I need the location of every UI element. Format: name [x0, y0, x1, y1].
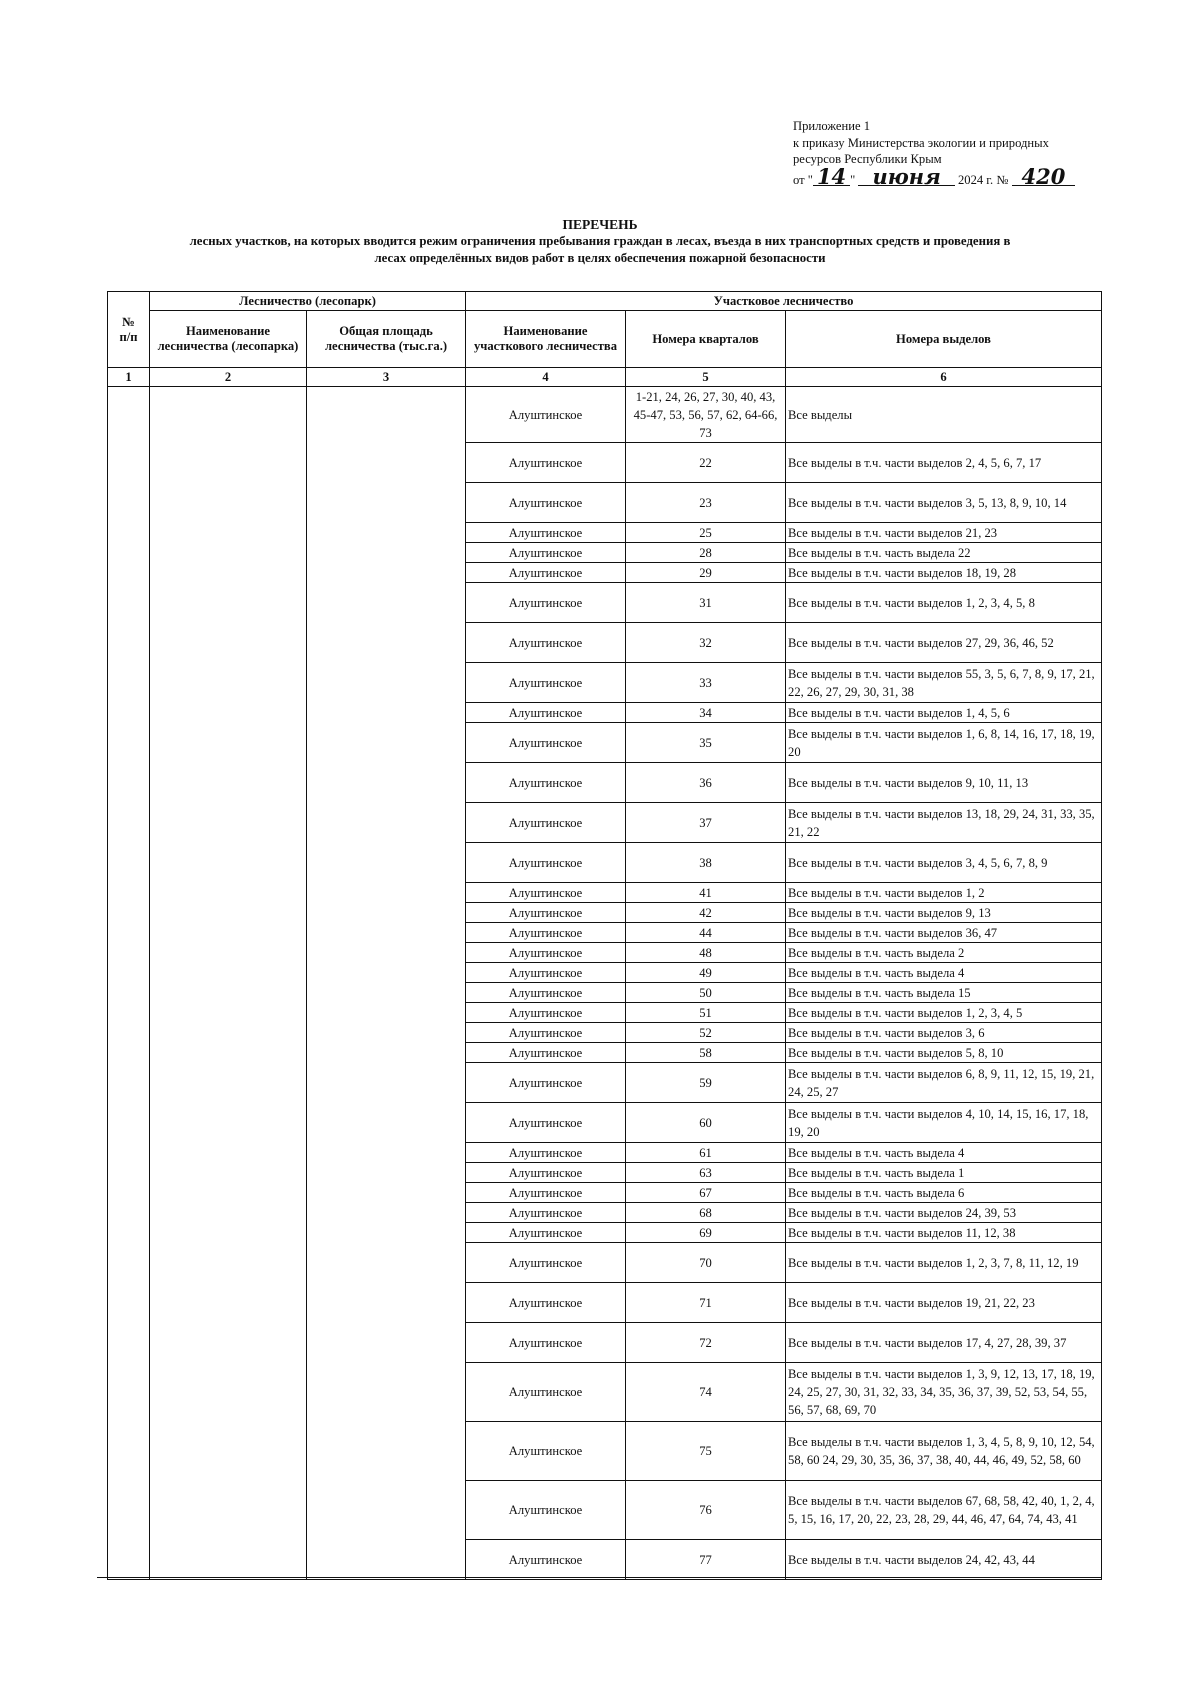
plots-cell: Все выделы в т.ч. части выделов 1, 3, 9, 12, 13, 17, 18, 19, 24, 25, 27, 30, 31, 32, 33, 34, 35, 36, 37, 39, 52, 53, 54, 55, 56, 57, 68, 69, 70	[786, 1363, 1102, 1422]
quarters-cell: 49	[626, 963, 786, 983]
district-cell: Алуштинское	[466, 483, 626, 523]
header-plots: Номера выделов	[786, 311, 1102, 368]
district-cell: Алуштинское	[466, 443, 626, 483]
district-cell: Алуштинское	[466, 903, 626, 923]
district-cell: Алуштинское	[466, 1422, 626, 1481]
forestry-area-cell	[307, 387, 466, 1580]
plots-cell: Все выделы в т.ч. части выделов 1, 2	[786, 883, 1102, 903]
order-number: 420	[1012, 168, 1076, 186]
document-subtitle-1: лесных участков, на которых вводится режим ограничения пребывания граждан в лесах, въезда в них транспортных средств и проведения в	[189, 234, 1011, 248]
quarters-cell: 69	[626, 1223, 786, 1243]
appendix-line-3: ресурсов Республики Крым	[793, 152, 942, 167]
district-cell: Алуштинское	[466, 803, 626, 843]
plots-cell: Все выделы в т.ч. части выделов 9, 10, 11, 13	[786, 763, 1102, 803]
district-cell: Алуштинское	[466, 1103, 626, 1143]
header-forestry-name: Наименование лесничества (лесопарка)	[150, 311, 307, 368]
quarters-cell: 42	[626, 903, 786, 923]
plots-cell: Все выделы в т.ч. части выделов 18, 19, 28	[786, 563, 1102, 583]
quarters-cell: 25	[626, 523, 786, 543]
plots-cell: Все выделы в т.ч. часть выдела 1	[786, 1163, 1102, 1183]
quarters-cell: 50	[626, 983, 786, 1003]
column-number-4: 4	[466, 368, 626, 387]
forestry-number-cell	[108, 387, 150, 1580]
order-year: 2024 г. №	[957, 172, 1009, 187]
appendix-line-2: к приказу Министерства экологии и природных	[793, 135, 1049, 150]
quarters-cell: 63	[626, 1163, 786, 1183]
plots-cell: Все выделы в т.ч. части выделов 1, 2, 3, 4, 5, 8	[786, 583, 1102, 623]
district-cell: Алуштинское	[466, 523, 626, 543]
district-cell: Алуштинское	[466, 1023, 626, 1043]
document-title: ПЕРЕЧЕНЬ	[562, 217, 638, 232]
plots-cell: Все выделы в т.ч. части выделов 1, 3, 4, 5, 8, 9, 10, 12, 54, 58, 60 24, 29, 30, 35, 36, 37, 38, 40, 44, 46, 49, 52, 58, 60	[786, 1422, 1102, 1481]
quarters-cell: 59	[626, 1063, 786, 1103]
plots-cell: Все выделы в т.ч. части выделов 9, 13	[786, 903, 1102, 923]
header-number: № п/п	[108, 292, 150, 368]
district-cell: Алуштинское	[466, 1203, 626, 1223]
district-cell: Алуштинское	[466, 923, 626, 943]
district-cell: Алуштинское	[466, 663, 626, 703]
district-cell: Алуштинское	[466, 1323, 626, 1363]
quarters-cell: 48	[626, 943, 786, 963]
district-cell: Алуштинское	[466, 1363, 626, 1422]
column-number-3: 3	[307, 368, 466, 387]
header-group-district: Участковое лесничество	[466, 292, 1102, 311]
district-cell: Алуштинское	[466, 1043, 626, 1063]
order-month: июня	[858, 168, 954, 186]
header-forestry-area: Общая площадь лесничества (тыс.га.)	[307, 311, 466, 368]
date-quote: "	[850, 172, 856, 187]
plots-cell: Все выделы в т.ч. части выделов 13, 18, 29, 24, 31, 33, 35, 21, 22	[786, 803, 1102, 843]
plots-cell: Все выделы в т.ч. части выделов 21, 23	[786, 523, 1102, 543]
district-cell: Алуштинское	[466, 963, 626, 983]
quarters-cell: 67	[626, 1183, 786, 1203]
district-cell: Алуштинское	[466, 1143, 626, 1163]
plots-cell: Все выделы в т.ч. части выделов 24, 42, 43, 44	[786, 1540, 1102, 1580]
district-cell: Алуштинское	[466, 563, 626, 583]
plots-cell: Все выделы в т.ч. часть выдела 4	[786, 1143, 1102, 1163]
plots-cell: Все выделы в т.ч. части выделов 5, 8, 10	[786, 1043, 1102, 1063]
plots-cell: Все выделы в т.ч. часть выдела 2	[786, 943, 1102, 963]
district-cell: Алуштинское	[466, 1540, 626, 1580]
district-cell: Алуштинское	[466, 1003, 626, 1023]
document-heading	[110, 216, 1090, 267]
quarters-cell: 35	[626, 723, 786, 763]
plots-cell: Все выделы в т.ч. части выделов 19, 21, 22, 23	[786, 1283, 1102, 1323]
district-cell: Алуштинское	[466, 1243, 626, 1283]
quarters-cell: 61	[626, 1143, 786, 1163]
quarters-cell: 32	[626, 623, 786, 663]
plots-cell: Все выделы в т.ч. части выделов 1, 6, 8, 14, 16, 17, 18, 19, 20	[786, 723, 1102, 763]
forest-plots-table	[107, 291, 1102, 1580]
plots-cell: Все выделы в т.ч. части выделов 6, 8, 9, 11, 12, 15, 19, 21, 24, 25, 27	[786, 1063, 1102, 1103]
quarters-cell: 51	[626, 1003, 786, 1023]
plots-cell: Все выделы в т.ч. части выделов 3, 4, 5, 6, 7, 8, 9	[786, 843, 1102, 883]
district-cell: Алуштинское	[466, 543, 626, 563]
district-cell: Алуштинское	[466, 623, 626, 663]
district-cell: Алуштинское	[466, 1063, 626, 1103]
quarters-cell: 77	[626, 1540, 786, 1580]
quarters-cell: 36	[626, 763, 786, 803]
quarters-cell: 37	[626, 803, 786, 843]
quarters-cell: 58	[626, 1043, 786, 1063]
plots-cell: Все выделы в т.ч. части выделов 3, 6	[786, 1023, 1102, 1043]
district-cell: Алуштинское	[466, 943, 626, 963]
district-cell: Алуштинское	[466, 883, 626, 903]
plots-cell: Все выделы в т.ч. часть выдела 15	[786, 983, 1102, 1003]
plots-cell: Все выделы в т.ч. части выделов 27, 29, 36, 46, 52	[786, 623, 1102, 663]
plots-cell: Все выделы в т.ч. часть выдела 22	[786, 543, 1102, 563]
plots-cell: Все выделы в т.ч. части выделов 11, 12, 38	[786, 1223, 1102, 1243]
plots-cell: Все выделы в т.ч. части выделов 24, 39, 53	[786, 1203, 1102, 1223]
header-district-name: Наименование участкового лесничества	[466, 311, 626, 368]
quarters-cell: 1-21, 24, 26, 27, 30, 40, 43, 45-47, 53, 56, 57, 62, 64-66, 73	[626, 387, 786, 443]
quarters-cell: 71	[626, 1283, 786, 1323]
district-cell: Алуштинское	[466, 983, 626, 1003]
district-cell: Алуштинское	[466, 583, 626, 623]
quarters-cell: 72	[626, 1323, 786, 1363]
quarters-cell: 38	[626, 843, 786, 883]
plots-cell: Все выделы в т.ч. части выделов 17, 4, 27, 28, 39, 37	[786, 1323, 1102, 1363]
district-cell: Алуштинское	[466, 1481, 626, 1540]
plots-cell: Все выделы в т.ч. часть выдела 4	[786, 963, 1102, 983]
bottom-rule	[97, 1577, 1102, 1578]
column-number-6: 6	[786, 368, 1102, 387]
plots-cell: Все выделы в т.ч. части выделов 4, 10, 14, 15, 16, 17, 18, 19, 20	[786, 1103, 1102, 1143]
quarters-cell: 74	[626, 1363, 786, 1422]
plots-cell: Все выделы в т.ч. части выделов 36, 47	[786, 923, 1102, 943]
quarters-cell: 22	[626, 443, 786, 483]
quarters-cell: 28	[626, 543, 786, 563]
district-cell: Алуштинское	[466, 1283, 626, 1323]
quarters-cell: 76	[626, 1481, 786, 1540]
table-body	[108, 387, 1102, 1580]
quarters-cell: 70	[626, 1243, 786, 1283]
quarters-cell: 44	[626, 923, 786, 943]
district-cell: Алуштинское	[466, 1163, 626, 1183]
quarters-cell: 31	[626, 583, 786, 623]
quarters-cell: 33	[626, 663, 786, 703]
column-number-1: 1	[108, 368, 150, 387]
district-cell: Алуштинское	[466, 763, 626, 803]
plots-cell: Все выделы в т.ч. части выделов 1, 4, 5, 6	[786, 703, 1102, 723]
quarters-cell: 60	[626, 1103, 786, 1143]
forestry-name-cell	[150, 387, 307, 1580]
column-number-5: 5	[626, 368, 786, 387]
quarters-cell: 23	[626, 483, 786, 523]
plots-cell: Все выделы в т.ч. части выделов 2, 4, 5, 6, 7, 17	[786, 443, 1102, 483]
district-cell: Алуштинское	[466, 1223, 626, 1243]
plots-cell: Все выделы в т.ч. части выделов 55, 3, 5, 6, 7, 8, 9, 17, 21, 22, 26, 27, 29, 30, 31, 38	[786, 663, 1102, 703]
district-cell: Алуштинское	[466, 387, 626, 443]
quarters-cell: 75	[626, 1422, 786, 1481]
date-prefix: от "	[793, 172, 813, 187]
plots-cell: Все выделы в т.ч. части выделов 3, 5, 13, 8, 9, 10, 14	[786, 483, 1102, 523]
district-cell: Алуштинское	[466, 1183, 626, 1203]
appendix-line-1: Приложение 1	[793, 119, 871, 133]
district-cell: Алуштинское	[466, 723, 626, 763]
quarters-cell: 41	[626, 883, 786, 903]
quarters-cell: 52	[626, 1023, 786, 1043]
plots-cell: Все выделы	[786, 387, 1102, 443]
plots-cell: Все выделы в т.ч. части выделов 67, 68, 58, 42, 40, 1, 2, 4, 5, 15, 16, 17, 20, 22, 23, 28, 29, 44, 46, 47, 64, 74, 43, 41	[786, 1481, 1102, 1540]
quarters-cell: 29	[626, 563, 786, 583]
district-cell: Алуштинское	[466, 703, 626, 723]
header-quarters: Номера кварталов	[626, 311, 786, 368]
header-group-forestry: Лесничество (лесопарк)	[150, 292, 466, 311]
quarters-cell: 34	[626, 703, 786, 723]
plots-cell: Все выделы в т.ч. часть выдела 6	[786, 1183, 1102, 1203]
document-subtitle-2: лесах определённых видов работ в целях обеспечения пожарной безопасности	[374, 251, 826, 265]
plots-cell: Все выделы в т.ч. части выделов 1, 2, 3, 7, 8, 11, 12, 19	[786, 1243, 1102, 1283]
district-cell: Алуштинское	[466, 843, 626, 883]
quarters-cell: 68	[626, 1203, 786, 1223]
order-date-line	[793, 163, 1075, 189]
column-number-2: 2	[150, 368, 307, 387]
table-row	[108, 387, 1102, 443]
plots-cell: Все выделы в т.ч. части выделов 1, 2, 3, 4, 5	[786, 1003, 1102, 1023]
order-day: 14	[813, 168, 850, 186]
appendix-block	[793, 118, 1075, 188]
